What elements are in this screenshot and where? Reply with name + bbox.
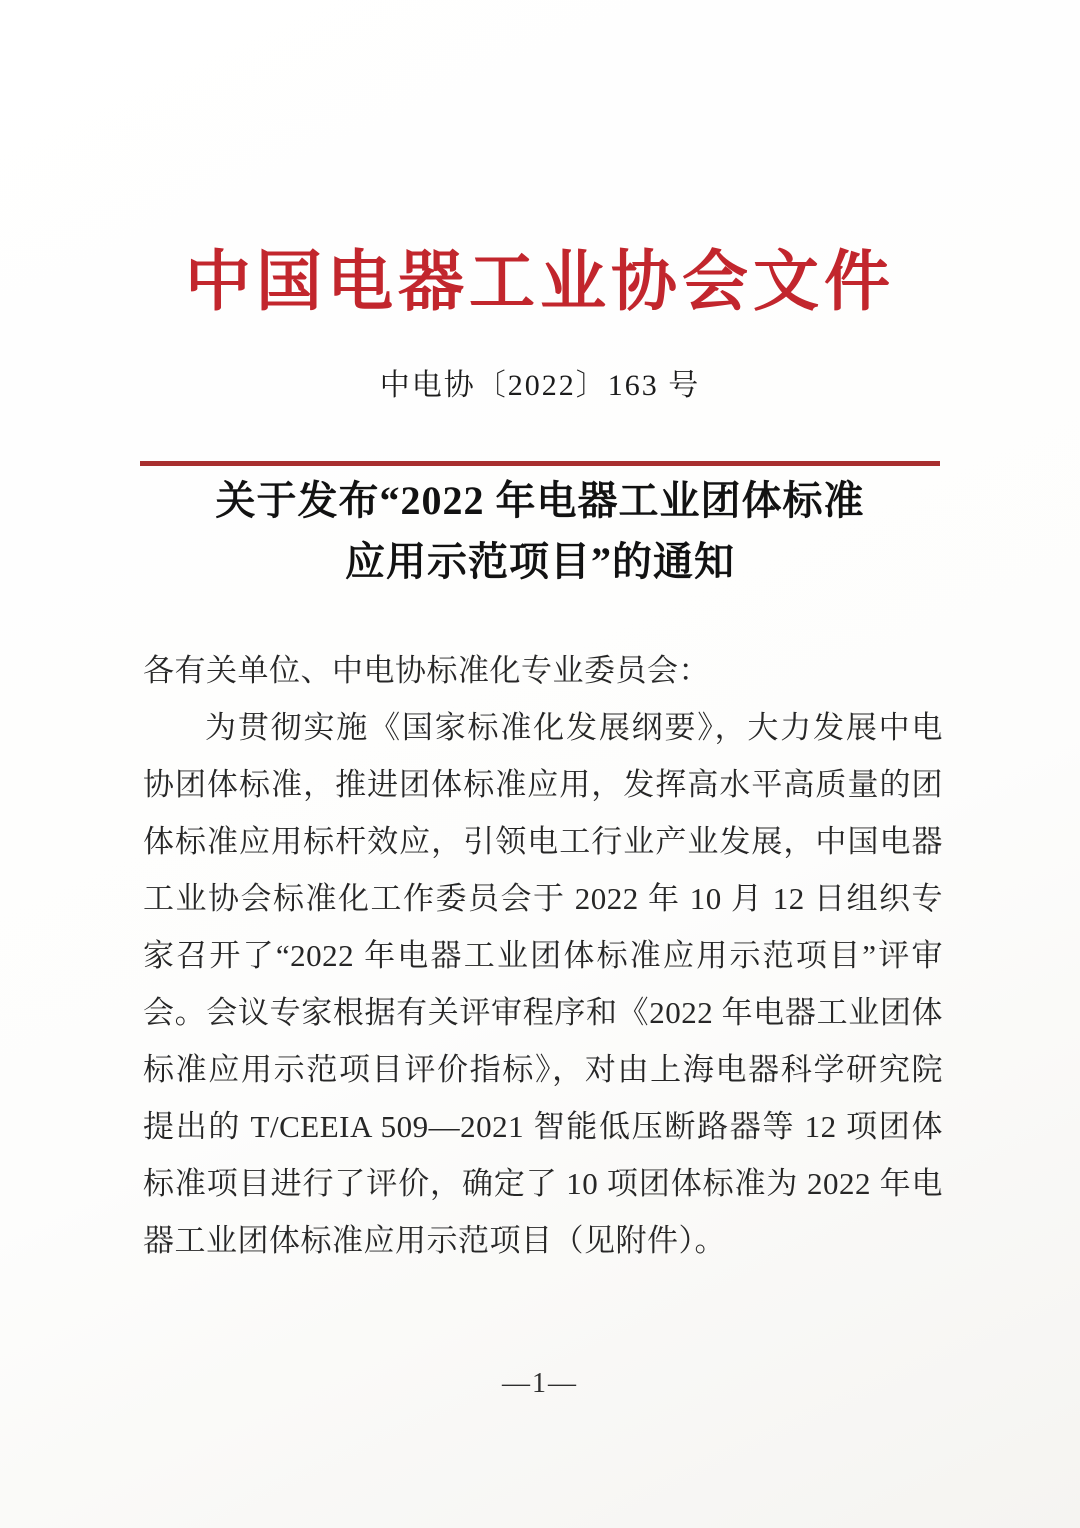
notice-title bbox=[0, 470, 1080, 592]
body-paragraph: 为贯彻实施《国家标准化发展纲要》，大力发展中电协团体标准，推进团体标准应用，发挥高水平高质量的团体标准应用标杆效应，引领电工行业产业发展，中国电器工业协会标准化工作委员会于 2022 年 10 月 12 日组织专家召开了“2022 年电器工业团体标准应用示范项目”评审会。会议专家根据有关评审程序和《2022 年电器工业团体标准应用示范项目评价指标》，对由上海电器科学研究院提出的 T/CEEIA 509—2021 智能低压断路器等 12 项团体标准项目进行了评价，确定了 10 项团体标准为 2022 年电器工业团体标准应用示范项目（见附件）。 bbox=[143, 710, 943, 1258]
salutation: 各有关单位、中电协标准化专业委员会： bbox=[143, 653, 710, 688]
document-header-title: 中国电器工业协会文件 bbox=[185, 246, 895, 319]
notice-title-line1: 关于发布“2022 年电器工业团体标准 bbox=[215, 478, 865, 523]
notice-title-line2: 应用示范项目”的通知 bbox=[345, 539, 735, 584]
header-divider-line bbox=[140, 461, 940, 466]
page-number: —1— bbox=[502, 1368, 578, 1399]
notice-body bbox=[143, 642, 943, 1269]
document-number: 中电协〔2022〕163 号 bbox=[379, 369, 701, 402]
